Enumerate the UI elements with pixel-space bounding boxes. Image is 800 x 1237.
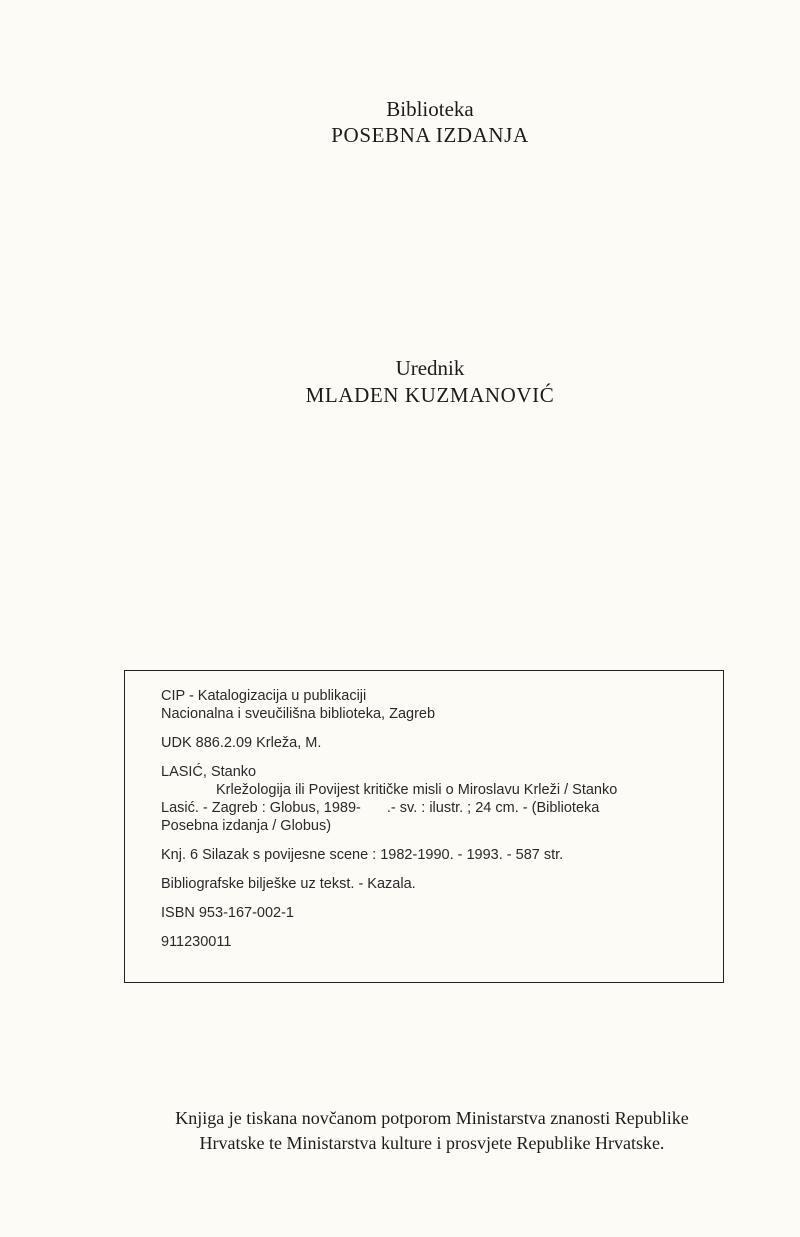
- cip-author: LASIĆ, Stanko: [161, 764, 257, 780]
- editor-name: MLADEN KUZMANOVIĆ: [305, 383, 555, 407]
- series-label: Biblioteka: [386, 97, 474, 121]
- cip-record-text: [161, 687, 703, 951]
- funding-note: [0, 1106, 800, 1156]
- cip-title-line3: Posebna izdanja / Globus): [161, 818, 332, 834]
- editor-label: Urednik: [395, 356, 465, 380]
- cip-record-box: [124, 670, 724, 983]
- cip-notes: Bibliografske bilješke uz tekst. - Kazala.: [161, 876, 416, 892]
- cip-header-line2: Nacionalna i sveučilišna biblioteka, Zagreb: [161, 706, 436, 722]
- funding-line1: Knjiga je tiskana novčanom potporom Ministarstva znanosti Republike: [175, 1108, 689, 1128]
- cip-udk: UDK 886.2.09 Krleža, M.: [161, 735, 322, 751]
- series-block: [0, 96, 800, 148]
- cip-volume: Knj. 6 Silazak s povijesne scene : 1982-1990. - 1993. - 587 str.: [161, 847, 564, 863]
- cip-title-line2: [161, 799, 703, 817]
- cip-record-number: 911230011: [161, 934, 232, 950]
- cip-title-line2a: Lasić. - Zagreb : Globus, 1989-: [161, 800, 361, 816]
- cip-title-line2b: .- sv. : ilustr. ; 24 cm. - (Biblioteka: [386, 800, 600, 816]
- series-name: POSEBNA IZDANJA: [331, 123, 529, 147]
- cip-header-line1: CIP - Katalogizacija u publikaciji: [161, 688, 367, 704]
- cip-isbn: ISBN 953-167-002-1: [161, 905, 294, 921]
- editor-block: [0, 355, 800, 409]
- cip-title-line1: Krležologija ili Povijest kritičke misli o Miroslavu Krleži / Stanko: [216, 782, 618, 798]
- funding-line2: Hrvatske te Ministarstva kulture i prosvjete Republike Hrvatske.: [199, 1133, 665, 1153]
